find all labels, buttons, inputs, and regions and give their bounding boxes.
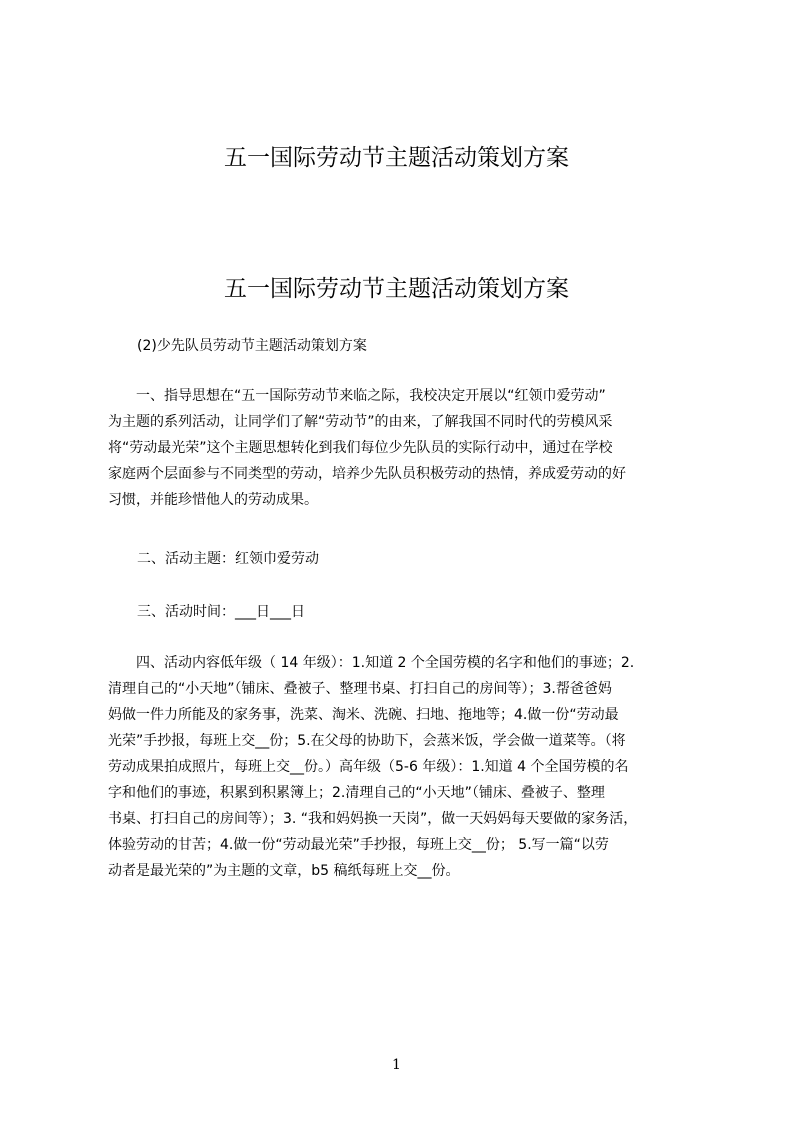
paragraph-line: 动者是最光荣的”为主题的文章，b5 稿纸每班上交__份。 xyxy=(108,863,460,879)
paragraph-line: 书桌、打扫自己的房间等）；3. “我和妈妈换一天岗”，做一天妈妈每天要做的家务活， xyxy=(108,811,638,827)
paragraph-line: 光荣”手抄报，每班上交__份；5.在父母的协助下，会蒸米饭，学会做一道菜等。（将 xyxy=(108,733,626,749)
paragraph-line: 清理自己的“小天地”（铺床、叠被子、整理书桌、打扫自己的房间等）；3.帮爸爸妈 xyxy=(108,681,612,697)
section-activity-time: 三、活动时间：___日___日 xyxy=(137,604,305,620)
document-subtitle: (2)少先队员劳动节主题活动策划方案 xyxy=(137,338,367,354)
paragraph-line: 为主题的系列活动，让同学们了解“劳动节”的由来，了解我国不同时代的劳模风采 xyxy=(108,414,613,430)
paragraph-line: 体验劳动的甘苦；4.做一份“劳动最光荣”手抄报，每班上交__份； 5.写一篇“以劳 xyxy=(108,837,609,853)
paragraph-line: 妈做一件力所能及的家务事，洗菜、淘米、洗碗、扫地、拖地等；4.做一份“劳动最 xyxy=(108,707,619,723)
paragraph-line: 将“劳动最光荣”这个主题思想转化到我们每位少先队员的实际行动中，通过在学校 xyxy=(108,440,613,456)
paragraph-line: 习惯，并能珍惜他人的劳动成果。 xyxy=(108,492,318,508)
document-title-top: 五一国际劳动节主题活动策划方案 xyxy=(224,145,569,171)
section-activity-theme: 二、活动主题：红领巾爱劳动 xyxy=(137,551,319,567)
paragraph-line: 一、指导思想在“五一国际劳动节来临之际，我校决定开展以“红领巾爱劳动” xyxy=(136,388,606,404)
paragraph-line: 家庭两个层面参与不同类型的劳动，培养少先队员积极劳动的热情，养成爱劳动的好 xyxy=(108,466,626,482)
page-number: 1 xyxy=(392,1057,401,1073)
section-activity-content xyxy=(108,650,700,884)
section-guiding-ideology xyxy=(108,383,700,513)
paragraph-line: 劳动成果拍成照片，每班上交__份。）高年级（5-6 年级）：1.知道 4 个全国劳模的名 xyxy=(108,759,629,775)
paragraph-line: 四、活动内容低年级（ 14 年级）：1.知道 2 个全国劳模的名字和他们的事迹；2. xyxy=(136,655,635,671)
document-title-main: 五一国际劳动节主题活动策划方案 xyxy=(224,276,569,302)
paragraph-line: 字和他们的事迹，积累到积累簿上；2.清理自己的“小天地”（铺床、叠被子、整理 xyxy=(108,785,605,801)
